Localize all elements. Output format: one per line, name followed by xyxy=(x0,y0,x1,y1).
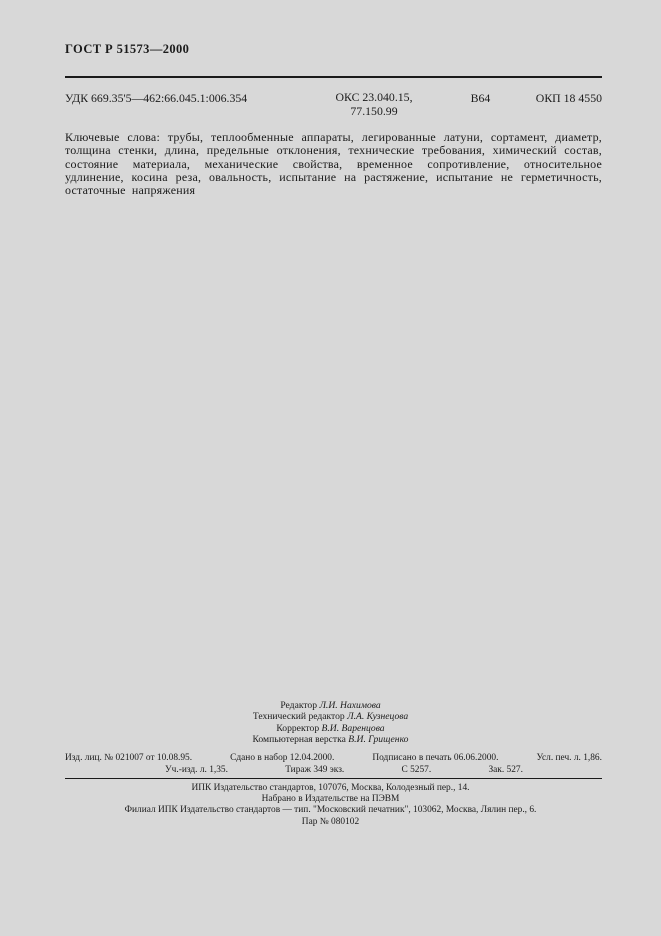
credit-role: Компьютерная верстка xyxy=(252,733,346,745)
credit-role: Редактор xyxy=(280,700,318,711)
credit-role: Корректор xyxy=(276,722,320,734)
oks-line2: 77.150.99 xyxy=(350,103,398,118)
imprint-print-sheets: Усл. печ. л. 1,86. xyxy=(536,753,602,763)
imprint-c-number: С 5257. xyxy=(401,765,432,775)
credit-name: В.И. Грищенко xyxy=(348,733,409,745)
imprint-pub-sheets: Уч.-изд. л. 1,35. xyxy=(165,765,228,775)
credit-line-editor xyxy=(0,700,661,711)
credit-line-layout xyxy=(0,734,661,745)
credit-role: Технический редактор xyxy=(252,711,345,723)
credit-line-corrector xyxy=(0,723,661,734)
imprint-circulation: Тираж 349 экз. xyxy=(285,765,345,775)
doc-number: ГОСТ Р 51573—2000 xyxy=(65,42,190,56)
keywords-paragraph: Ключевые слова: трубы, теплообменные аппараты, легированные латуни, сортамент, диаметр, толщина стенки, длина, предельные отклонения, технические требования, химический состав, состояние материала, механические свойства, временное сопротивление, относительное удлинение, косина реза, овальность, испытание на растяжение, испытание не герметичность, остаточные напряжения xyxy=(65,130,602,198)
udk-code: УДК 669.35'5—462:66.045.1:006.354 xyxy=(65,91,248,105)
credit-name: Л.А. Кузнецова xyxy=(347,711,409,723)
imprint-line-2 xyxy=(165,765,523,775)
imprint-print-date: Подписано в печать 06.06.2000. xyxy=(372,753,499,763)
publisher-typeset-note: Набрано в Издательстве на ПЭВМ xyxy=(261,794,400,805)
imprint-rule xyxy=(65,778,602,779)
publisher-branch: Филиал ИПК Издательство стандартов — тип. "Московский печатник", 103062, Москва, Лялин пер., 6. xyxy=(124,805,537,816)
credits-block xyxy=(0,700,661,745)
credit-name: В.И. Варенцова xyxy=(321,722,385,734)
credit-line-tech-editor xyxy=(0,711,661,722)
imprint-typeset-date: Сдано в набор 12.04.2000. xyxy=(230,753,335,763)
okp-code: ОКП 18 4550 xyxy=(535,91,602,105)
publisher-par-number: Пар № 080102 xyxy=(301,816,360,827)
header-rule xyxy=(65,76,602,78)
publisher-block xyxy=(0,783,661,828)
imprint-order-number: Зак. 527. xyxy=(488,765,523,775)
classification-row xyxy=(65,91,602,118)
imprint-license: Изд. лиц. № 021007 от 10.08.95. xyxy=(65,753,193,763)
credit-name: Л.И. Нахимова xyxy=(319,700,381,711)
oks-line1: ОКС 23.040.15, xyxy=(335,90,413,104)
group-code: В64 xyxy=(470,91,491,105)
publisher-address: ИПК Издательство стандартов, 107076, Москва, Колодезный пер., 14. xyxy=(191,783,470,793)
imprint-line-1 xyxy=(65,753,602,763)
oks-code xyxy=(315,91,433,118)
